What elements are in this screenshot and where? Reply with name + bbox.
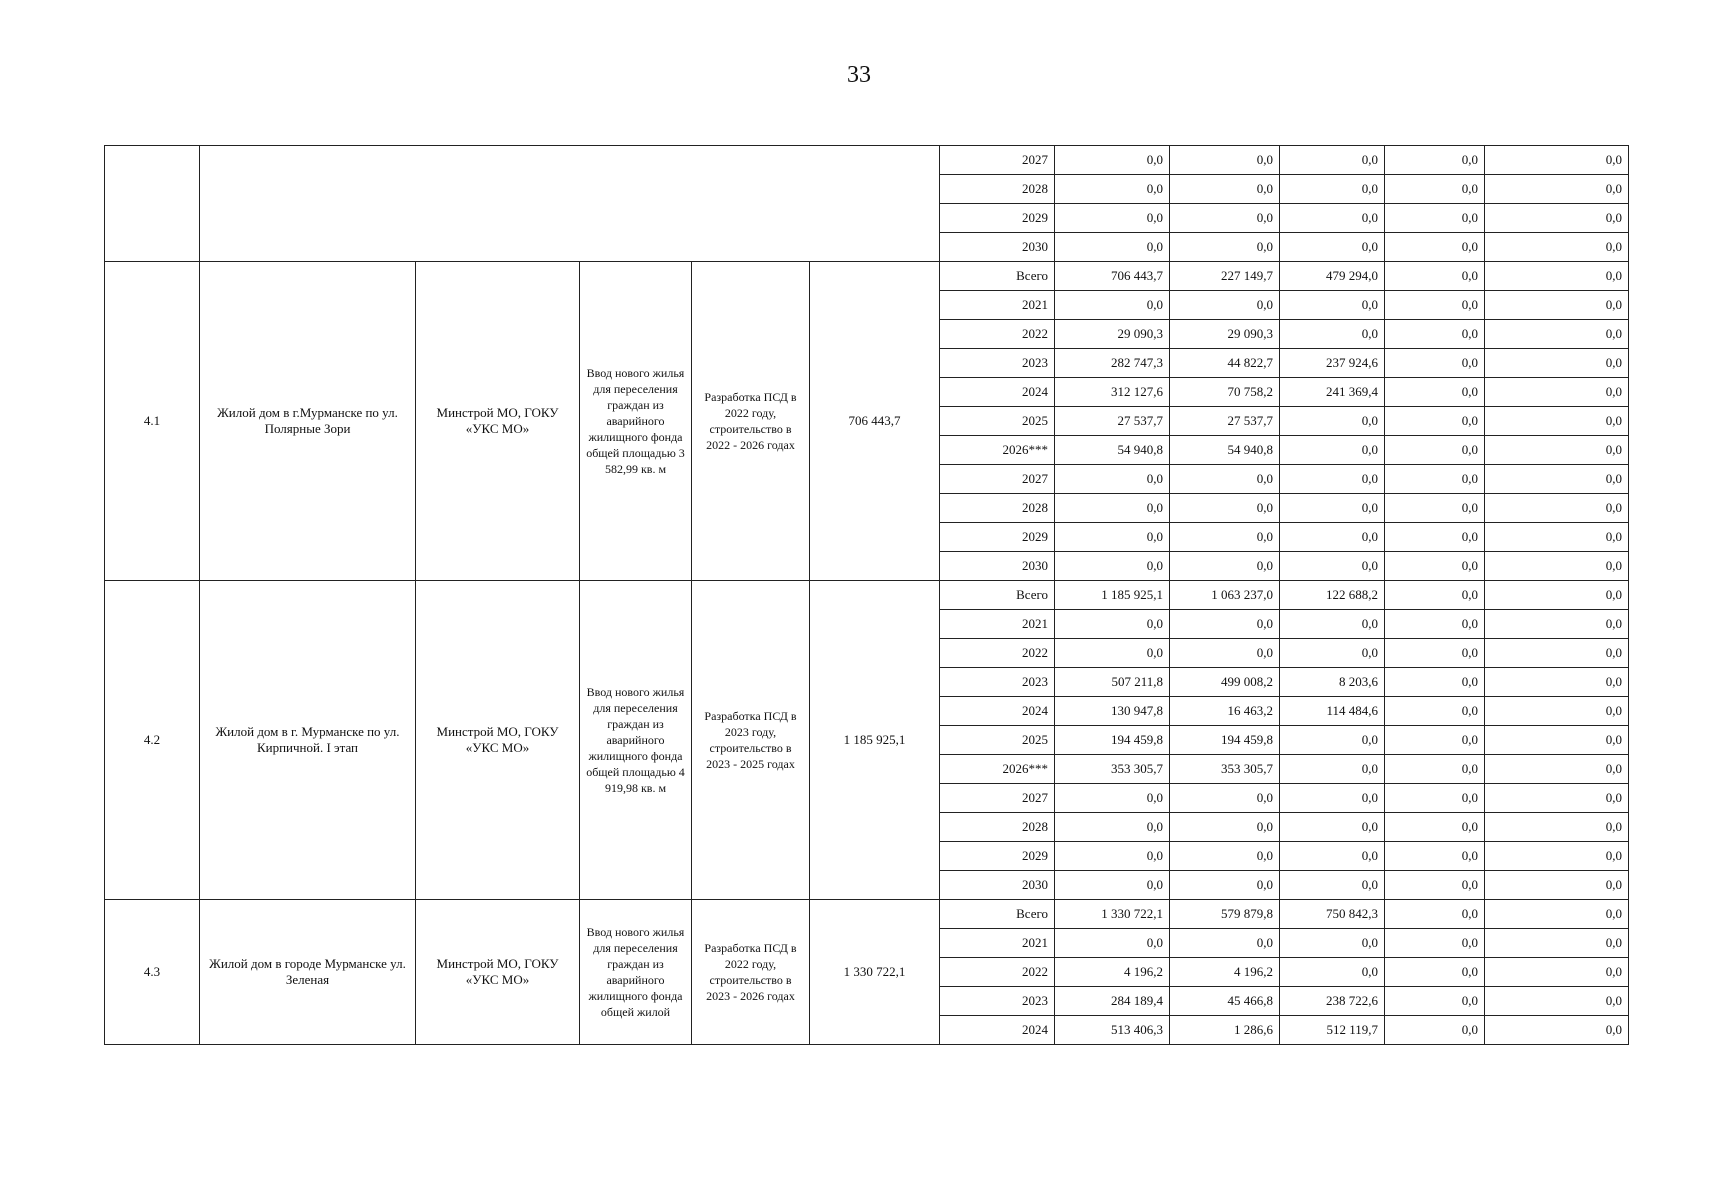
value-cell: 0,0 <box>1485 436 1629 465</box>
year-cell: Всего <box>940 262 1055 291</box>
value-cell: 0,0 <box>1485 813 1629 842</box>
value-cell: 0,0 <box>1280 842 1385 871</box>
value-cell: 0,0 <box>1485 407 1629 436</box>
value-cell: 29 090,3 <box>1055 320 1170 349</box>
value-cell: 0,0 <box>1170 465 1280 494</box>
section-number: 4.1 <box>105 262 200 581</box>
value-cell: 237 924,6 <box>1280 349 1385 378</box>
value-cell: 0,0 <box>1385 262 1485 291</box>
value-cell: 353 305,7 <box>1170 755 1280 784</box>
value-cell: 0,0 <box>1055 871 1170 900</box>
value-cell: 70 758,2 <box>1170 378 1280 407</box>
value-cell: 0,0 <box>1280 871 1385 900</box>
value-cell: 0,0 <box>1485 378 1629 407</box>
value-cell: 0,0 <box>1280 494 1385 523</box>
value-cell: 0,0 <box>1385 871 1485 900</box>
table-row <box>105 146 1629 175</box>
value-cell: 0,0 <box>1385 668 1485 697</box>
value-cell: 0,0 <box>1055 552 1170 581</box>
executor-name: Минстрой МО, ГОКУ «УКС МО» <box>416 581 580 900</box>
year-cell: 2021 <box>940 610 1055 639</box>
value-cell: 0,0 <box>1170 291 1280 320</box>
value-cell: 0,0 <box>1485 668 1629 697</box>
year-cell: 2027 <box>940 465 1055 494</box>
value-cell: 194 459,8 <box>1055 726 1170 755</box>
value-cell: 0,0 <box>1485 639 1629 668</box>
section-number: 4.3 <box>105 900 200 1045</box>
table-row <box>105 581 1629 610</box>
value-cell: 507 211,8 <box>1055 668 1170 697</box>
value-cell: 0,0 <box>1485 146 1629 175</box>
result-description: Ввод нового жилья для переселения граждан из аварийного жилищного фонда общей площадью 3 582,99 кв. м <box>580 262 692 581</box>
value-cell: 0,0 <box>1385 436 1485 465</box>
value-cell: 0,0 <box>1485 900 1629 929</box>
value-cell: 0,0 <box>1280 726 1385 755</box>
value-cell: 0,0 <box>1055 204 1170 233</box>
value-cell: 0,0 <box>1385 494 1485 523</box>
value-cell: 0,0 <box>1385 639 1485 668</box>
value-cell: 0,0 <box>1170 871 1280 900</box>
value-cell: 1 185 925,1 <box>1055 581 1170 610</box>
year-cell: 2029 <box>940 204 1055 233</box>
value-cell: 0,0 <box>1385 900 1485 929</box>
value-cell: 0,0 <box>1485 871 1629 900</box>
value-cell: 0,0 <box>1385 842 1485 871</box>
value-cell: 0,0 <box>1055 610 1170 639</box>
value-cell: 0,0 <box>1170 233 1280 262</box>
value-cell: 194 459,8 <box>1170 726 1280 755</box>
value-cell: 27 537,7 <box>1170 407 1280 436</box>
value-cell: 750 842,3 <box>1280 900 1385 929</box>
year-cell: 2026*** <box>940 436 1055 465</box>
value-cell: 0,0 <box>1170 552 1280 581</box>
value-cell: 0,0 <box>1170 813 1280 842</box>
value-cell: 8 203,6 <box>1280 668 1385 697</box>
value-cell: 0,0 <box>1055 813 1170 842</box>
stages-description: Разработка ПСД в 2022 году, строительство в 2023 - 2026 годах <box>692 900 810 1045</box>
value-cell: 0,0 <box>1385 146 1485 175</box>
program-table <box>104 145 1629 1045</box>
value-cell: 1 063 237,0 <box>1170 581 1280 610</box>
value-cell: 0,0 <box>1280 146 1385 175</box>
table-body <box>105 146 1629 1045</box>
object-name: Жилой дом в г. Мурманске по ул. Кирпичной. I этап <box>200 581 416 900</box>
value-cell: 16 463,2 <box>1170 697 1280 726</box>
value-cell: 0,0 <box>1485 523 1629 552</box>
table-row <box>105 262 1629 291</box>
value-cell: 0,0 <box>1170 784 1280 813</box>
value-cell: 512 119,7 <box>1280 1016 1385 1045</box>
value-cell: 0,0 <box>1280 407 1385 436</box>
value-cell: 0,0 <box>1485 175 1629 204</box>
value-cell: 0,0 <box>1385 233 1485 262</box>
value-cell: 0,0 <box>1485 929 1629 958</box>
value-cell: 4 196,2 <box>1055 958 1170 987</box>
value-cell: 0,0 <box>1485 262 1629 291</box>
value-cell: 241 369,4 <box>1280 378 1385 407</box>
value-cell: 0,0 <box>1385 1016 1485 1045</box>
year-cell: 2021 <box>940 291 1055 320</box>
value-cell: 0,0 <box>1485 320 1629 349</box>
value-cell: 0,0 <box>1170 175 1280 204</box>
year-cell: 2024 <box>940 378 1055 407</box>
value-cell: 0,0 <box>1055 175 1170 204</box>
object-name: Жилой дом в г.Мурманске по ул. Полярные Зори <box>200 262 416 581</box>
value-cell: 0,0 <box>1280 813 1385 842</box>
year-cell: 2028 <box>940 813 1055 842</box>
value-cell: 0,0 <box>1385 378 1485 407</box>
value-cell: 0,0 <box>1170 494 1280 523</box>
value-cell: 0,0 <box>1170 842 1280 871</box>
value-cell: 27 537,7 <box>1055 407 1170 436</box>
year-cell: 2022 <box>940 320 1055 349</box>
stages-description: Разработка ПСД в 2023 году, строительство в 2023 - 2025 годах <box>692 581 810 900</box>
value-cell: 0,0 <box>1385 610 1485 639</box>
value-cell: 0,0 <box>1385 175 1485 204</box>
value-cell: 513 406,3 <box>1055 1016 1170 1045</box>
value-cell: 282 747,3 <box>1055 349 1170 378</box>
executor-name: Минстрой МО, ГОКУ «УКС МО» <box>416 900 580 1045</box>
value-cell: 0,0 <box>1280 755 1385 784</box>
value-cell: 44 822,7 <box>1170 349 1280 378</box>
year-cell: Всего <box>940 581 1055 610</box>
value-cell: 0,0 <box>1170 523 1280 552</box>
year-cell: 2029 <box>940 842 1055 871</box>
value-cell: 54 940,8 <box>1170 436 1280 465</box>
value-cell: 0,0 <box>1055 291 1170 320</box>
value-cell: 0,0 <box>1485 755 1629 784</box>
value-cell: 0,0 <box>1170 929 1280 958</box>
year-cell: 2030 <box>940 552 1055 581</box>
value-cell: 0,0 <box>1485 1016 1629 1045</box>
year-cell: 2024 <box>940 1016 1055 1045</box>
value-cell: 0,0 <box>1385 552 1485 581</box>
value-cell: 0,0 <box>1055 465 1170 494</box>
value-cell: 0,0 <box>1280 233 1385 262</box>
year-cell: 2023 <box>940 987 1055 1016</box>
value-cell: 29 090,3 <box>1170 320 1280 349</box>
value-cell: 0,0 <box>1280 465 1385 494</box>
value-cell: 0,0 <box>1385 958 1485 987</box>
value-cell: 0,0 <box>1485 494 1629 523</box>
value-cell: 122 688,2 <box>1280 581 1385 610</box>
year-cell: 2024 <box>940 697 1055 726</box>
value-cell: 0,0 <box>1385 523 1485 552</box>
value-cell: 0,0 <box>1485 291 1629 320</box>
value-cell: 130 947,8 <box>1055 697 1170 726</box>
value-cell: 54 940,8 <box>1055 436 1170 465</box>
continuation-num-cell <box>105 146 200 262</box>
value-cell: 0,0 <box>1055 842 1170 871</box>
value-cell: 0,0 <box>1280 929 1385 958</box>
year-cell: 2029 <box>940 523 1055 552</box>
value-cell: 0,0 <box>1055 784 1170 813</box>
year-cell: 2022 <box>940 639 1055 668</box>
value-cell: 0,0 <box>1385 784 1485 813</box>
value-cell: 0,0 <box>1485 697 1629 726</box>
value-cell: 479 294,0 <box>1280 262 1385 291</box>
value-cell: 0,0 <box>1280 320 1385 349</box>
value-cell: 0,0 <box>1485 726 1629 755</box>
value-cell: 0,0 <box>1485 349 1629 378</box>
value-cell: 284 189,4 <box>1055 987 1170 1016</box>
object-name: Жилой дом в городе Мурманске ул. Зеленая <box>200 900 416 1045</box>
total-cost: 1 330 722,1 <box>810 900 940 1045</box>
value-cell: 0,0 <box>1280 610 1385 639</box>
year-cell: 2027 <box>940 784 1055 813</box>
year-cell: 2021 <box>940 929 1055 958</box>
value-cell: 0,0 <box>1485 581 1629 610</box>
value-cell: 0,0 <box>1280 175 1385 204</box>
value-cell: 0,0 <box>1485 465 1629 494</box>
executor-name: Минстрой МО, ГОКУ «УКС МО» <box>416 262 580 581</box>
value-cell: 0,0 <box>1170 610 1280 639</box>
value-cell: 0,0 <box>1055 146 1170 175</box>
value-cell: 0,0 <box>1485 233 1629 262</box>
value-cell: 0,0 <box>1385 465 1485 494</box>
value-cell: 0,0 <box>1385 581 1485 610</box>
value-cell: 0,0 <box>1055 639 1170 668</box>
value-cell: 0,0 <box>1385 726 1485 755</box>
value-cell: 227 149,7 <box>1170 262 1280 291</box>
year-cell: 2030 <box>940 233 1055 262</box>
year-cell: 2028 <box>940 175 1055 204</box>
value-cell: 0,0 <box>1485 552 1629 581</box>
value-cell: 0,0 <box>1385 929 1485 958</box>
value-cell: 0,0 <box>1385 407 1485 436</box>
result-description: Ввод нового жилья для переселения граждан из аварийного жилищного фонда общей жилой <box>580 900 692 1045</box>
value-cell: 0,0 <box>1170 639 1280 668</box>
year-cell: 2025 <box>940 726 1055 755</box>
value-cell: 1 286,6 <box>1170 1016 1280 1045</box>
value-cell: 45 466,8 <box>1170 987 1280 1016</box>
value-cell: 0,0 <box>1385 697 1485 726</box>
value-cell: 0,0 <box>1170 146 1280 175</box>
value-cell: 0,0 <box>1280 204 1385 233</box>
stages-description: Разработка ПСД в 2022 году, строительство в 2022 - 2026 годах <box>692 262 810 581</box>
value-cell: 0,0 <box>1485 610 1629 639</box>
value-cell: 579 879,8 <box>1170 900 1280 929</box>
value-cell: 0,0 <box>1485 842 1629 871</box>
year-cell: 2026*** <box>940 755 1055 784</box>
result-description: Ввод нового жилья для переселения граждан из аварийного жилищного фонда общей площадью 4 919,98 кв. м <box>580 581 692 900</box>
value-cell: 706 443,7 <box>1055 262 1170 291</box>
value-cell: 0,0 <box>1385 204 1485 233</box>
page-number: 33 <box>847 62 871 88</box>
value-cell: 353 305,7 <box>1055 755 1170 784</box>
year-cell: Всего <box>940 900 1055 929</box>
value-cell: 0,0 <box>1385 813 1485 842</box>
value-cell: 0,0 <box>1385 755 1485 784</box>
value-cell: 0,0 <box>1280 958 1385 987</box>
value-cell: 0,0 <box>1485 784 1629 813</box>
value-cell: 238 722,6 <box>1280 987 1385 1016</box>
value-cell: 1 330 722,1 <box>1055 900 1170 929</box>
section-number: 4.2 <box>105 581 200 900</box>
value-cell: 0,0 <box>1385 349 1485 378</box>
value-cell: 499 008,2 <box>1170 668 1280 697</box>
value-cell: 0,0 <box>1385 291 1485 320</box>
value-cell: 0,0 <box>1385 320 1485 349</box>
value-cell: 0,0 <box>1055 929 1170 958</box>
value-cell: 0,0 <box>1055 494 1170 523</box>
year-cell: 2023 <box>940 349 1055 378</box>
value-cell: 0,0 <box>1485 958 1629 987</box>
value-cell: 0,0 <box>1280 639 1385 668</box>
value-cell: 0,0 <box>1280 784 1385 813</box>
value-cell: 0,0 <box>1385 987 1485 1016</box>
value-cell: 0,0 <box>1280 552 1385 581</box>
value-cell: 0,0 <box>1485 987 1629 1016</box>
total-cost: 706 443,7 <box>810 262 940 581</box>
value-cell: 0,0 <box>1055 523 1170 552</box>
value-cell: 0,0 <box>1280 291 1385 320</box>
value-cell: 0,0 <box>1280 436 1385 465</box>
year-cell: 2030 <box>940 871 1055 900</box>
total-cost: 1 185 925,1 <box>810 581 940 900</box>
year-cell: 2023 <box>940 668 1055 697</box>
value-cell: 0,0 <box>1170 204 1280 233</box>
year-cell: 2025 <box>940 407 1055 436</box>
table-row <box>105 900 1629 929</box>
value-cell: 0,0 <box>1280 523 1385 552</box>
continuation-blank-cell <box>200 146 940 262</box>
year-cell: 2022 <box>940 958 1055 987</box>
value-cell: 0,0 <box>1055 233 1170 262</box>
value-cell: 312 127,6 <box>1055 378 1170 407</box>
value-cell: 0,0 <box>1485 204 1629 233</box>
year-cell: 2027 <box>940 146 1055 175</box>
year-cell: 2028 <box>940 494 1055 523</box>
value-cell: 114 484,6 <box>1280 697 1385 726</box>
value-cell: 4 196,2 <box>1170 958 1280 987</box>
